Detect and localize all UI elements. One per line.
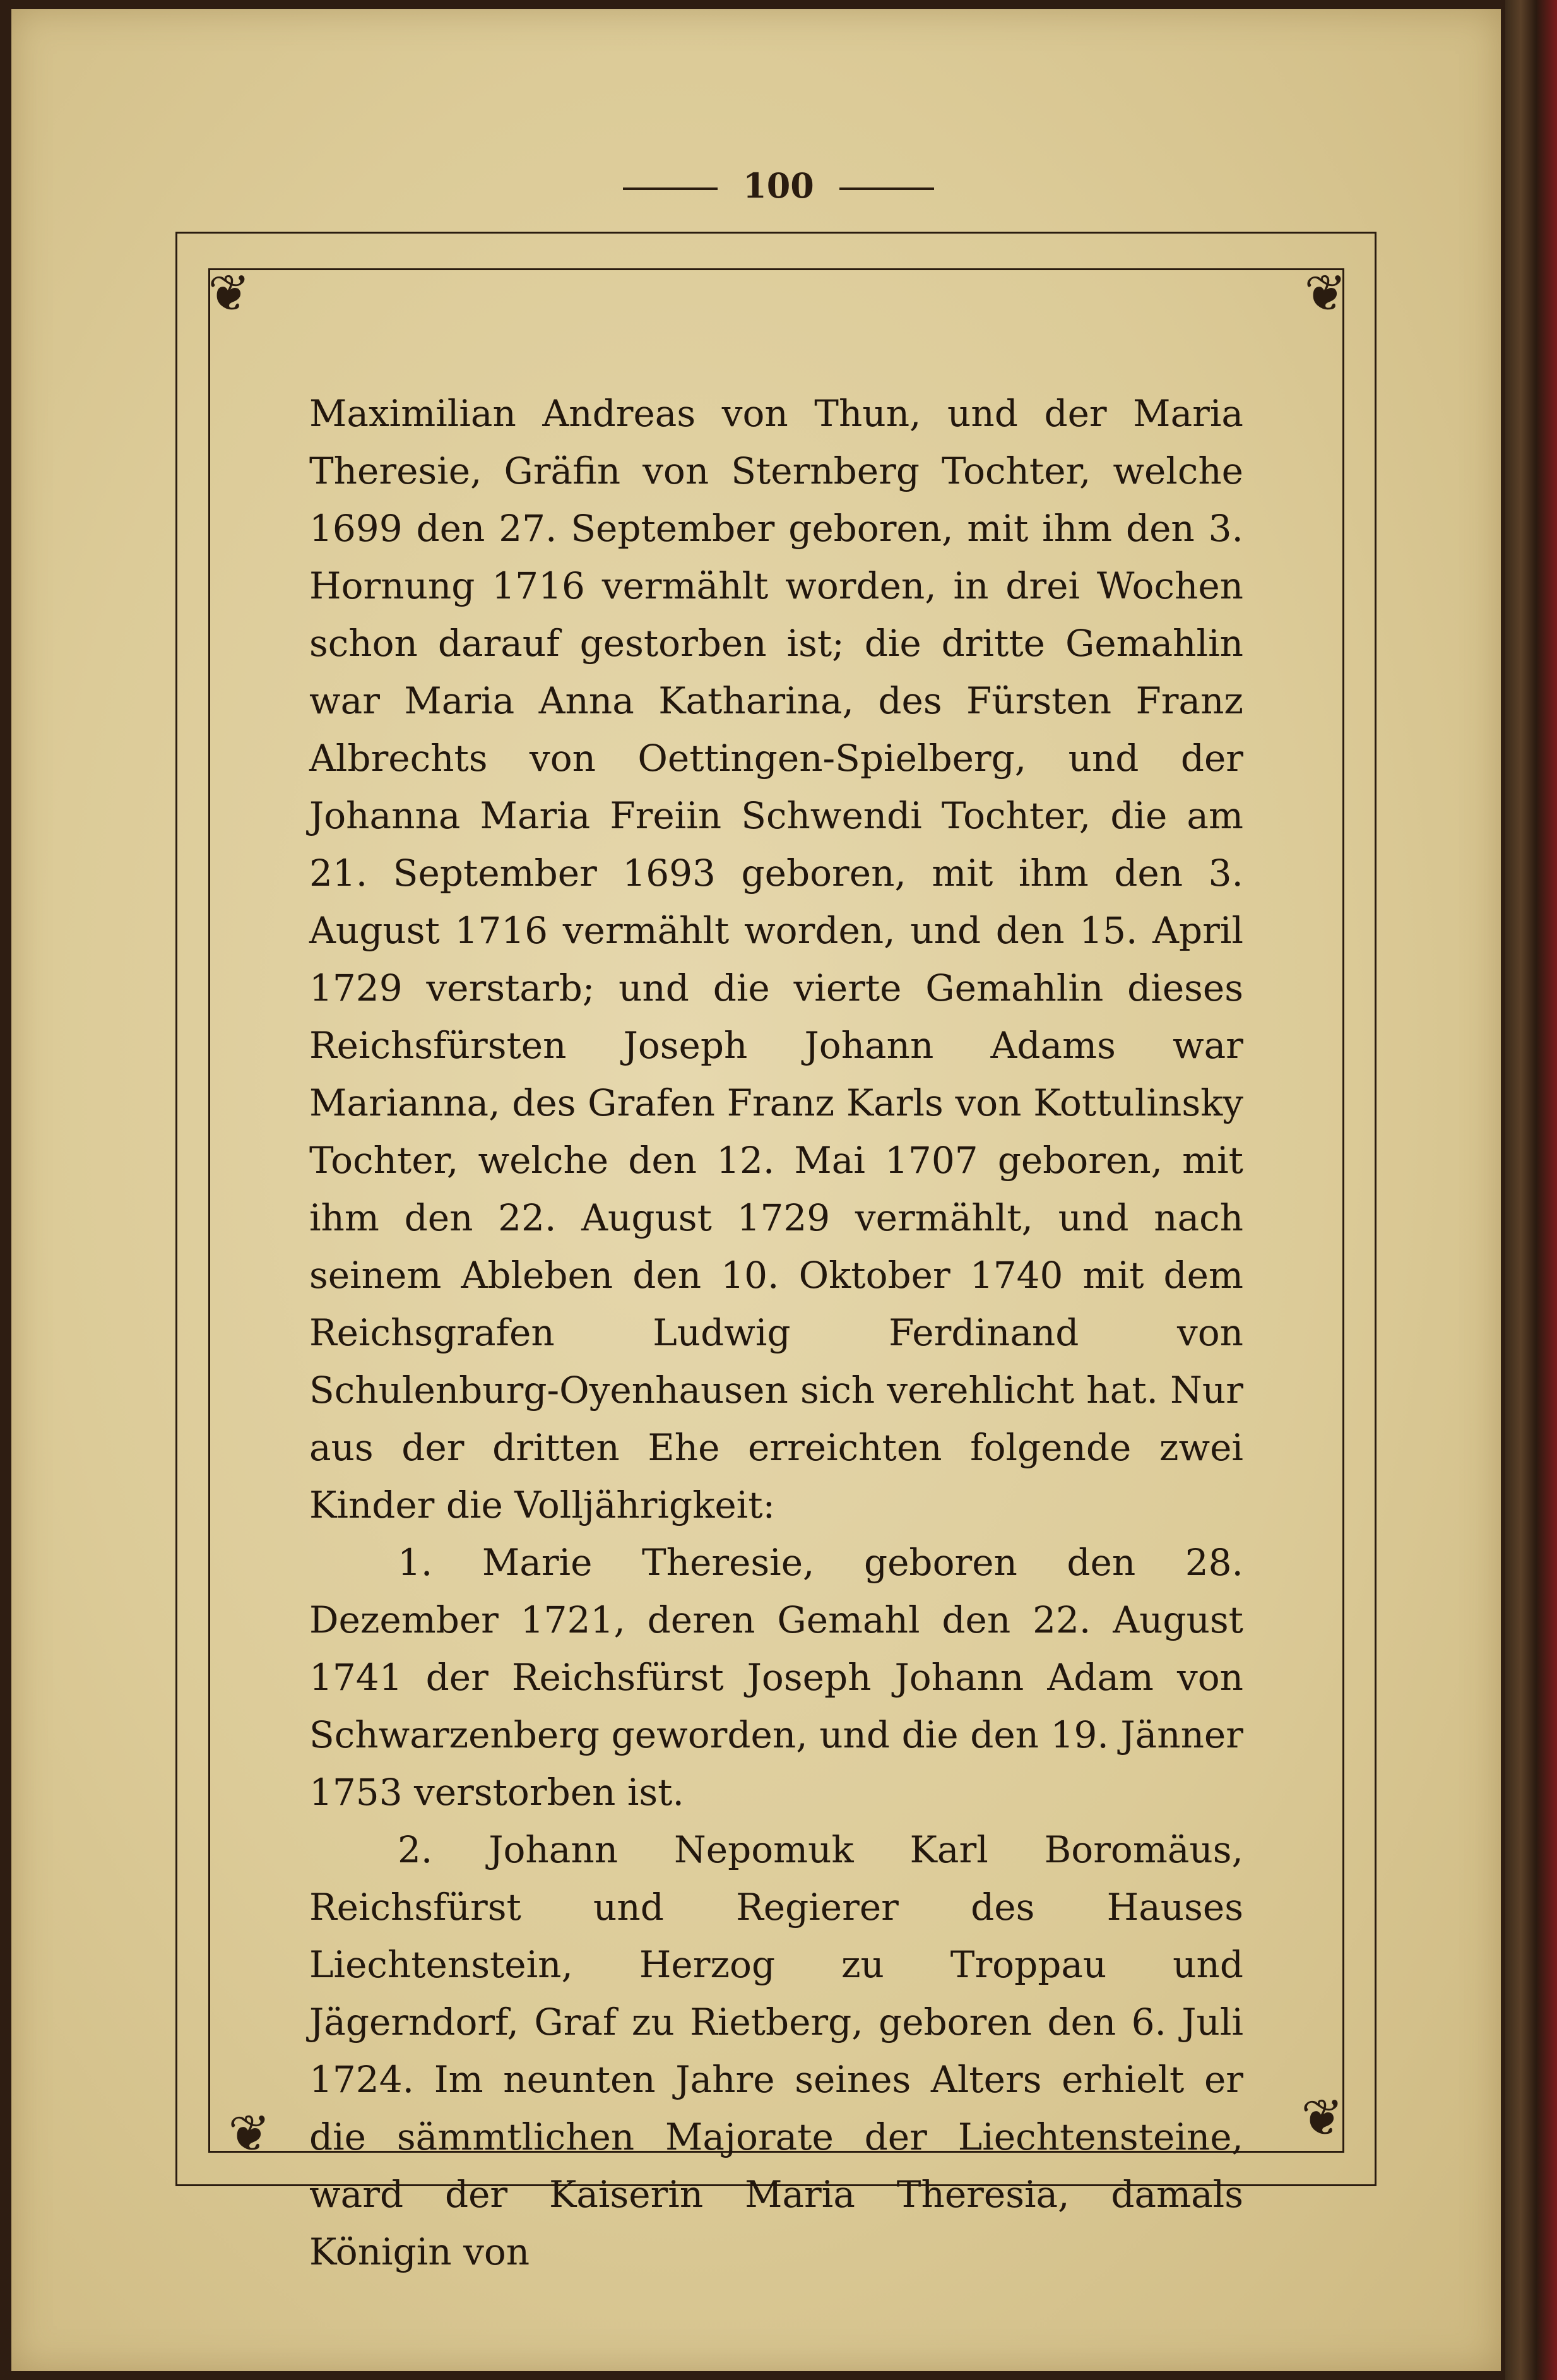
page-number: 100 [743,165,814,206]
paragraph-1: Maximilian Andreas von Thun, und der Maria Theresie, Gräfin von Sternberg Tochter, welche 1699 den 27. September geboren, mit ihm den 3. Hornung 1716 vermählt worden, in drei Wochen schon darauf gestorben ist; die dritte Gemahlin war Maria Anna Katharina, des Fürsten Franz Albrechts von Oettingen-Spielberg, und der Johanna Maria Freiin Schwendi Tochter, die am 21. September 1693 geboren, mit ihm den 3. August 1716 vermählt worden, und den 15. April 1729 verstarb; und die vierte Gemahlin dieses Reichsfürsten Joseph Johann Adams war Marianna, des Grafen Franz Karls von Kottulinsky Tochter, welche den 12. Mai 1707 geboren, mit ihm den 22. August 1729 vermählt, und nach seinem Ableben den 10. Oktober 1740 mit dem Reichsgrafen Ludwig Ferdinand von Schulenburg-Oyenhausen sich verehlicht hat. Nur aus der dritten Ehe erreichten folgende zwei Kinder die Volljährigkeit: [309,392,1243,1526]
corner-ornament-top-right-icon: ❦ [1304,264,1347,323]
body-text [309,385,1243,2281]
corner-ornament-top-left-icon: ❦ [208,264,251,323]
left-ornament-icon [623,187,718,190]
right-ornament-icon [839,187,934,190]
paragraph-3: 2. Johann Nepomuk Karl Boromäus, Reichsfürst und Regierer des Hauses Liechtenstein, Herzog zu Troppau und Jägerndorf, Graf zu Rietberg, geboren den 6. Juli 1724. Im neunten Jahre seines Alters erhielt er die sämmtlichen Majorate der Liechtensteine, ward der Kaiserin Maria Theresia, damals Königin von [309,1828,1243,2273]
corner-ornament-bottom-right-icon: ❦ [1301,2088,1344,2147]
paragraph-2: 1. Marie Theresie, geboren den 28. Dezember 1721, deren Gemahl den 22. August 1741 der Reichsfürst Joseph Johann Adam von Schwarzenberg geworden, und die den 19. Jänner 1753 verstorben ist. [309,1541,1243,1814]
book-spine [1505,0,1557,2380]
page-header [0,165,1557,206]
corner-ornament-bottom-left-icon: ❦ [228,2104,271,2163]
